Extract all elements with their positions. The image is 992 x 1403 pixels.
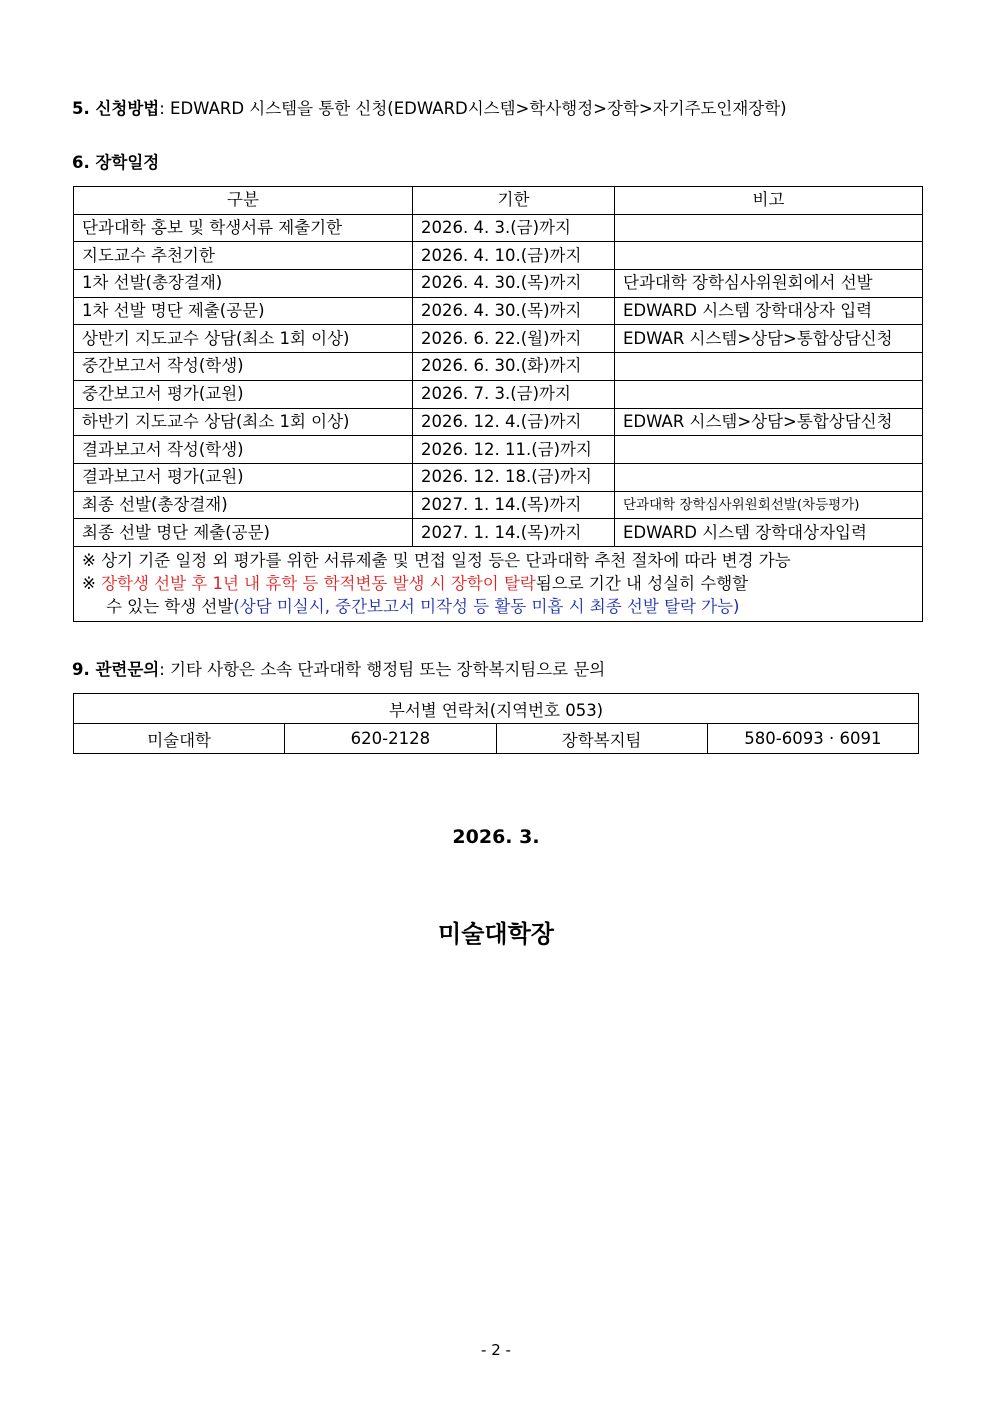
schedule-cell-category: 결과보고서 평가(교원) — [74, 463, 413, 491]
section-9-text: : 기타 사항은 소속 단과대학 행정팀 또는 장학복지팀으로 문의 — [159, 660, 606, 679]
schedule-cell-deadline: 2026. 6. 30.(화)까지 — [413, 353, 615, 381]
note-1: ※ 상기 기준 일정 외 평가를 위한 서류제출 및 면접 일정 등은 단과대학 추천 절차에 따라 변경 가능 — [82, 550, 791, 570]
document-date: 2026. 3. — [452, 826, 540, 848]
table-row — [74, 380, 923, 408]
contact-phone-art-college: 620-2128 — [285, 724, 496, 754]
table-row — [74, 491, 923, 519]
schedule-cell-category: 중간보고서 작성(학생) — [74, 353, 413, 381]
schedule-cell-remarks: EDWARD 시스템 장학대상자 입력 — [615, 297, 923, 325]
schedule-header-deadline: 기한 — [413, 187, 615, 215]
schedule-table — [73, 186, 923, 622]
contacts-title-row — [74, 694, 919, 724]
table-row — [74, 214, 923, 242]
section-5-line — [72, 98, 787, 120]
contacts-table — [73, 693, 919, 754]
schedule-cell-deadline: 2026. 4. 3.(금)까지 — [413, 214, 615, 242]
table-row — [74, 436, 923, 464]
schedule-cell-category: 최종 선발 명단 제출(공문) — [74, 519, 413, 547]
schedule-cell-category: 최종 선발(총장결재) — [74, 491, 413, 519]
section-6-line — [72, 152, 159, 174]
schedule-header-remarks: 비고 — [615, 187, 923, 215]
schedule-cell-remarks: 단과대학 장학심사위원회에서 선발 — [615, 270, 923, 298]
schedule-cell-deadline: 2026. 4. 10.(금)까지 — [413, 242, 615, 270]
schedule-cell-category: 결과보고서 작성(학생) — [74, 436, 413, 464]
section-5-text: : EDWARD 시스템을 통한 신청(EDWARD시스템>학사행정>장학>자기주도인재장학) — [159, 99, 787, 118]
schedule-cell-category: 상반기 지도교수 상담(최소 1회 이상) — [74, 325, 413, 353]
schedule-header-category: 구분 — [74, 187, 413, 215]
schedule-cell-deadline: 2027. 1. 14.(목)까지 — [413, 491, 615, 519]
section-5-label: 5. 신청방법 — [72, 99, 160, 118]
contact-phone-scholarship-team: 580-6093 · 6091 — [707, 724, 918, 754]
schedule-header-row — [74, 187, 923, 215]
schedule-cell-deadline: 2027. 1. 14.(목)까지 — [413, 519, 615, 547]
schedule-cell-remarks — [615, 242, 923, 270]
section-6-label: 6. 장학일정 — [72, 153, 160, 172]
contact-dept-scholarship-team: 장학복지팀 — [496, 724, 707, 754]
schedule-cell-deadline: 2026. 4. 30.(목)까지 — [413, 297, 615, 325]
schedule-notes — [74, 546, 923, 621]
page-number: - 2 - — [481, 1341, 511, 1359]
schedule-cell-category: 중간보고서 평가(교원) — [74, 380, 413, 408]
table-row — [74, 408, 923, 436]
note-2-continuation — [82, 595, 914, 618]
signatory-title: 미술대학장 — [438, 920, 554, 948]
table-row — [74, 242, 923, 270]
schedule-notes-row — [74, 546, 923, 621]
schedule-cell-deadline: 2026. 7. 3.(금)까지 — [413, 380, 615, 408]
section-9-line — [72, 659, 605, 681]
note-2-detail-blue: (상담 미실시, 중간보고서 미작성 등 활동 미흡 시 최종 선발 탈락 가능) — [233, 596, 740, 616]
schedule-cell-category: 지도교수 추천기한 — [74, 242, 413, 270]
schedule-cell-remarks — [615, 436, 923, 464]
schedule-cell-category: 하반기 지도교수 상담(최소 1회 이상) — [74, 408, 413, 436]
table-row — [74, 270, 923, 298]
schedule-cell-remarks: EDWAR 시스템>상담>통합상담신청 — [615, 325, 923, 353]
schedule-cell-remarks: 단과대학 장학심사위원회선발(차등평가) — [615, 491, 923, 519]
table-row — [74, 297, 923, 325]
table-row — [74, 353, 923, 381]
table-row — [74, 325, 923, 353]
schedule-cell-remarks: EDWARD 시스템 장학대상자입력 — [615, 519, 923, 547]
note-2 — [82, 572, 914, 595]
table-row — [74, 519, 923, 547]
schedule-cell-category: 1차 선발(총장결재) — [74, 270, 413, 298]
note-2-warning-red: 장학생 선발 후 1년 내 휴학 등 학적변동 발생 시 장학이 탈락 — [101, 573, 536, 593]
schedule-cell-deadline: 2026. 12. 11.(금)까지 — [413, 436, 615, 464]
schedule-cell-deadline: 2026. 4. 30.(목)까지 — [413, 270, 615, 298]
schedule-cell-category: 1차 선발 명단 제출(공문) — [74, 297, 413, 325]
contacts-row — [74, 724, 919, 754]
table-row — [74, 463, 923, 491]
schedule-cell-deadline: 2026. 6. 22.(월)까지 — [413, 325, 615, 353]
schedule-cell-remarks — [615, 214, 923, 242]
schedule-cell-remarks — [615, 380, 923, 408]
note-2-text: 됨으로 기간 내 성실히 수행할 — [535, 573, 749, 593]
schedule-cell-remarks — [615, 463, 923, 491]
schedule-cell-remarks — [615, 353, 923, 381]
schedule-cell-deadline: 2026. 12. 18.(금)까지 — [413, 463, 615, 491]
schedule-cell-category: 단과대학 홍보 및 학생서류 제출기한 — [74, 214, 413, 242]
note-2-mark: ※ — [82, 573, 102, 593]
section-9-label: 9. 관련문의 — [72, 660, 160, 679]
contact-dept-art-college: 미술대학 — [74, 724, 285, 754]
note-2-cont-text: 수 있는 학생 선발 — [106, 596, 234, 616]
schedule-cell-deadline: 2026. 12. 4.(금)까지 — [413, 408, 615, 436]
schedule-cell-remarks: EDWAR 시스템>상담>통합상담신청 — [615, 408, 923, 436]
contacts-title: 부서별 연락처(지역번호 053) — [74, 694, 919, 724]
